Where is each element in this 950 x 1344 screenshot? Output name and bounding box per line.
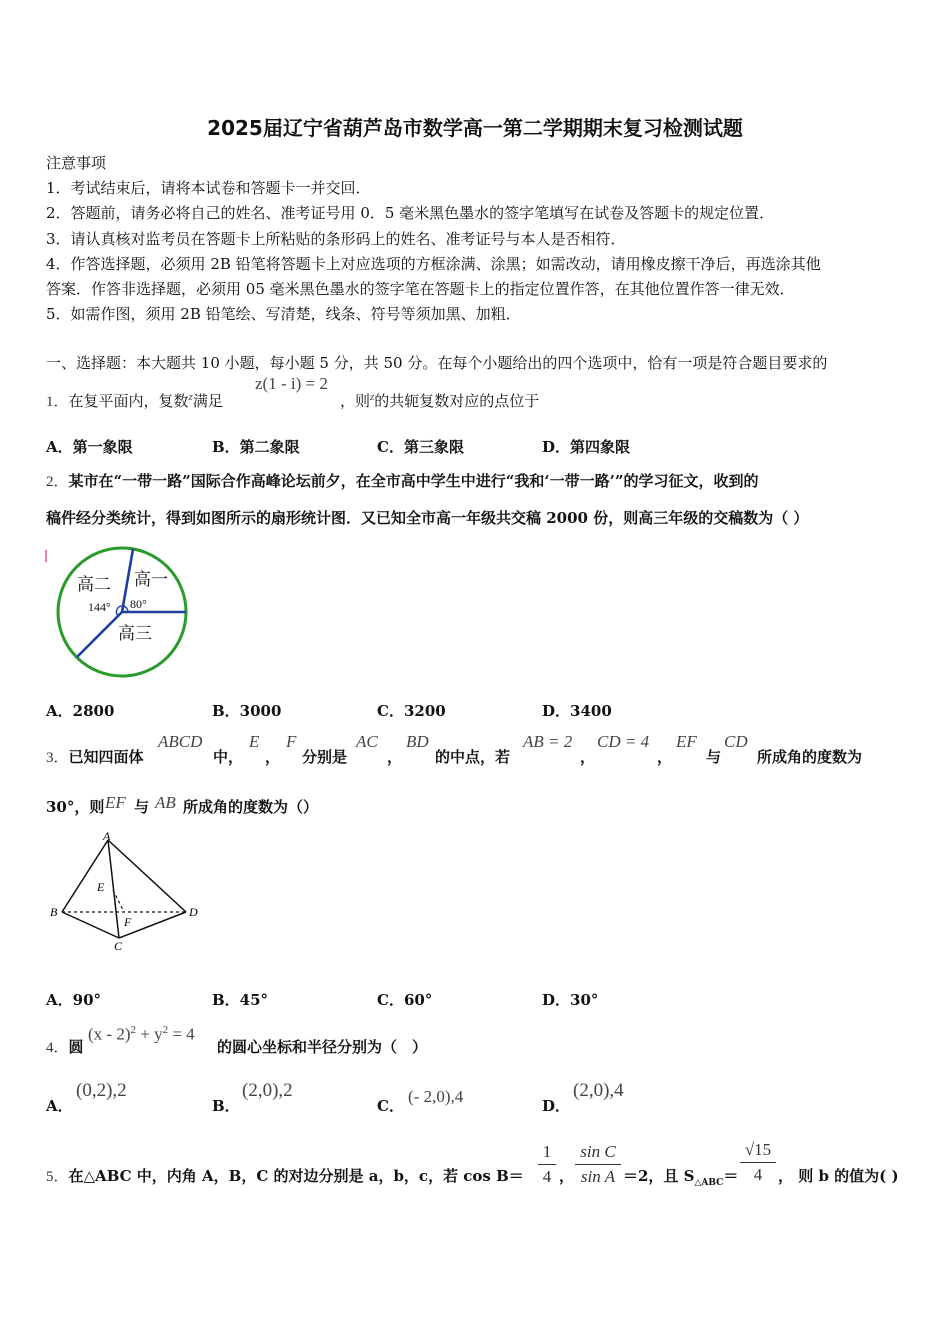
- q1-stem-end: [340, 390, 539, 411]
- q3-option-d[interactable]: D．30°: [542, 991, 599, 1009]
- numerator: 1: [542, 1142, 552, 1161]
- q3-var-ef: EF: [676, 732, 697, 751]
- q3-text: 的中点，若: [435, 748, 511, 766]
- q3-var-ab: AB: [155, 793, 176, 812]
- q5-text: ＝: [723, 1167, 739, 1185]
- q1-text: 满足: [192, 392, 223, 410]
- q4-stem-start: [46, 1036, 84, 1057]
- q5-stem-start: [46, 1165, 524, 1186]
- q1-option-b[interactable]: B．第二象限: [212, 438, 300, 456]
- fraction-bar: [538, 1164, 556, 1165]
- q5-number: 5．: [46, 1169, 69, 1185]
- q2-option-c[interactable]: C．3200: [377, 702, 446, 720]
- q3-text: 已知四面体: [68, 748, 144, 766]
- point-f-label: F: [124, 915, 132, 929]
- q5-text-3: [623, 1165, 738, 1188]
- denominator: 4: [542, 1167, 552, 1186]
- angle-label-80: 80°: [130, 597, 147, 611]
- q2-text-2: 稿件经分类统计，得到如图所示的扇形统计图．又已知全市高一年级共交稿 2000 份，则高三年级的交稿数为（ ）: [46, 509, 809, 527]
- q3-text: 中，: [213, 748, 244, 766]
- fraction-bar: [575, 1164, 621, 1165]
- q3-text: ，: [265, 748, 281, 766]
- notice-heading: 注意事项: [46, 154, 107, 172]
- q3-var-ac: AC: [356, 732, 378, 751]
- q4-option-d-letter[interactable]: D．: [542, 1097, 571, 1115]
- q3-option-c[interactable]: C．60°: [377, 991, 433, 1009]
- q4-text: 圆: [68, 1038, 84, 1056]
- q4-option-c-value[interactable]: (- 2,0),4: [408, 1087, 464, 1106]
- q3-option-a[interactable]: A．90°: [46, 991, 102, 1009]
- point-e-label: E: [97, 880, 105, 894]
- notice-item: 答案．作答非选择题，必须用 05 毫米黑色墨水的签字笔在答题卡上的指定位置作答，在其他位置作答一律无效．: [46, 280, 795, 298]
- q3-var-f: F: [286, 732, 297, 751]
- q3-text: 与: [134, 798, 150, 816]
- q1-text: ，则: [340, 392, 371, 410]
- q4-number: 4．: [46, 1040, 69, 1056]
- q3-text: ，: [387, 748, 403, 766]
- numerator: √15: [744, 1140, 772, 1159]
- q4-option-b-value[interactable]: (2,0),2: [242, 1080, 293, 1101]
- q1-text: 在复平面内，复数: [68, 392, 189, 410]
- edge-ab: [62, 840, 108, 912]
- q5-text: ＝2，且 S: [623, 1167, 695, 1185]
- q3-text-2a: 30°，则: [46, 798, 105, 816]
- angle-label-144: 144°: [88, 600, 111, 614]
- q3-text: 与: [706, 748, 722, 766]
- q1-option-d[interactable]: D．第四象限: [542, 438, 631, 456]
- q1-option-a[interactable]: A．第一象限: [46, 438, 133, 456]
- edge-bc: [62, 912, 119, 938]
- q2-stem: [46, 470, 758, 491]
- q4-option-a-letter[interactable]: A．: [46, 1097, 73, 1115]
- q3-text: 分别是: [302, 748, 348, 766]
- q5-text: 在△ABC 中，内角 A，B，C 的对边分别是 a，b，c，若 cos B＝: [68, 1167, 524, 1185]
- q4-equation: [88, 1024, 195, 1044]
- q3-text: 所成角的度数为: [757, 748, 863, 766]
- q4-option-d-value[interactable]: (2,0),4: [573, 1080, 624, 1101]
- edge-ac: [108, 840, 119, 938]
- q1-number: 1．: [46, 394, 69, 410]
- q3-eq-ab: AB = 2: [523, 732, 573, 751]
- q3-eq-cd: CD = 4: [597, 732, 650, 751]
- section-heading: 一、选择题：本大题共 10 小题，每小题 5 分，共 50 分。在每个小题给出的四个选项中，恰有一项是符合题目要求的: [46, 354, 828, 372]
- notice-item: 2．答题前，请务必将自己的姓名、准考证号用 0．5 毫米黑色墨水的签字笔填写在试卷及答题卡的规定位置．: [46, 204, 775, 222]
- q3-text-2b: 所成角的度数为（）: [183, 798, 319, 816]
- q5-sub: △ABC: [694, 1178, 724, 1188]
- q3-var-bd: BD: [406, 732, 429, 751]
- fraction-sqrt15-over-4: [740, 1140, 776, 1185]
- q5-text: ，: [559, 1167, 575, 1185]
- pie-label-gao2: 高二: [77, 575, 111, 595]
- q2-option-b[interactable]: B．3000: [212, 702, 282, 720]
- tetrahedron-figure: [46, 830, 206, 952]
- vertex-d-label: D: [189, 905, 198, 919]
- q4-option-a-value[interactable]: (0,2),2: [76, 1080, 127, 1101]
- q1-var-z: z: [370, 391, 375, 403]
- numerator: sin C: [580, 1142, 616, 1161]
- vertex-b-label: B: [50, 905, 58, 919]
- pie-label-gao1: 高一: [134, 570, 168, 590]
- q4-text: 的圆心坐标和半径分别为（ ）: [217, 1038, 428, 1056]
- q4-eq-exp: 2: [130, 1024, 136, 1036]
- pie-divider: [77, 612, 122, 657]
- q4-eq-part: (x - 2): [88, 1024, 131, 1044]
- q3-text: ，: [580, 748, 596, 766]
- q5-text: ， 则 b 的值为( ): [778, 1167, 899, 1185]
- q4-option-b-letter[interactable]: B．: [212, 1097, 240, 1115]
- notice-item: 1．考试结束后，请将本试卷和答题卡一并交回．: [46, 179, 371, 197]
- q1-text: 的共轭复数对应的点位于: [374, 392, 540, 410]
- q1-equation: z(1 - i) = 2: [255, 374, 328, 393]
- q4-eq-exp: 2: [162, 1024, 169, 1036]
- q1-stem: [46, 390, 223, 411]
- q3-var-e: E: [249, 732, 260, 751]
- q2-number: 2．: [46, 474, 69, 490]
- vertex-a-label: A: [103, 830, 111, 843]
- q2-option-d[interactable]: D．3400: [542, 702, 612, 720]
- q4-eq-part: + y: [135, 1024, 163, 1044]
- page-title: 2025届辽宁省葫芦岛市数学高一第二学期期末复习检测试题: [207, 116, 743, 140]
- fraction-sinc-sina: [575, 1142, 621, 1187]
- q3-var-cd: CD: [724, 732, 748, 751]
- vertex-c-label: C: [114, 939, 123, 952]
- q3-number: 3．: [46, 750, 69, 766]
- edge-ad: [108, 840, 186, 912]
- fraction-bar: [740, 1162, 776, 1163]
- q2-option-a[interactable]: A．2800: [46, 702, 115, 720]
- pie-label-gao3: 高三: [118, 624, 152, 644]
- notice-item: 3．请认真核对监考员在答题卡上所粘贴的条形码上的姓名、准考证号与本人是否相符．: [46, 230, 626, 248]
- q3-var-abcd: ABCD: [158, 732, 203, 751]
- q1-option-c[interactable]: C．第三象限: [377, 438, 464, 456]
- notice-item: 5．如需作图，须用 2B 铅笔绘、写清楚，线条、符号等须加黑、加粗．: [46, 305, 521, 323]
- q1-var-z: z: [188, 391, 193, 403]
- denominator: sin A: [580, 1167, 616, 1186]
- q3-stem-start: [46, 746, 144, 767]
- q3-text: ，: [657, 748, 673, 766]
- q4-eq-part: = 4: [168, 1024, 195, 1044]
- pie-chart: [44, 544, 194, 684]
- q3-option-b[interactable]: B．45°: [212, 991, 269, 1009]
- q3-var-ef: EF: [105, 793, 126, 812]
- denominator: 4: [753, 1165, 763, 1184]
- q2-text: 某市在“一带一路”国际合作高峰论坛前夕，在全市高中学生中进行“我和‘一带一路’”的学习征文，收到的: [68, 472, 759, 490]
- q4-option-c-letter[interactable]: C．: [377, 1097, 404, 1115]
- notice-item: 4．作答选择题，必须用 2B 铅笔将答题卡上对应选项的方框涂满、涂黑；如需改动，请用橡皮擦干净后，再选涂其他: [46, 255, 821, 273]
- fraction-one-quarter: [538, 1142, 556, 1187]
